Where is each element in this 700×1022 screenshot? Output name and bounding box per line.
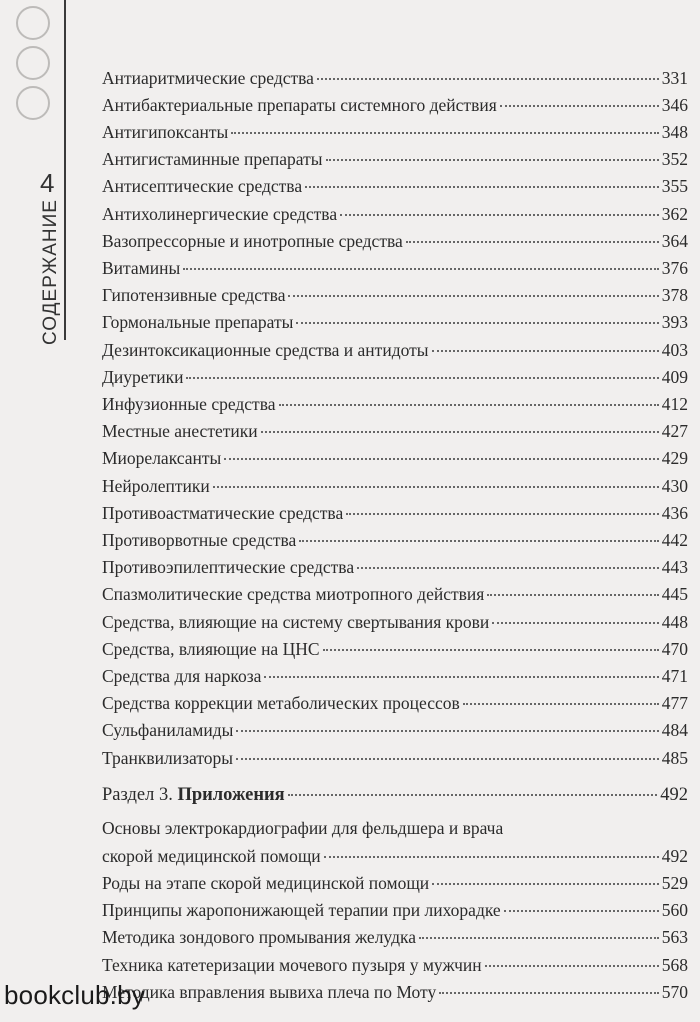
- section-heading[interactable]: [102, 779, 688, 808]
- toc-entry-title: Местные анестетики: [102, 421, 258, 442]
- toc-entry-title: Противоастматические средства: [102, 502, 344, 523]
- toc-entry-title: Средства, влияющие на систему свертывания крови: [102, 611, 490, 632]
- toc-entry-title: Антибактериальные препараты системного действия: [102, 94, 497, 115]
- toc-entry-title: Инфузионные средства: [102, 393, 276, 414]
- toc-entry-title: Гормональные препараты: [102, 312, 294, 333]
- toc-entry-page: 529: [661, 872, 688, 893]
- toc-entry-page: 429: [661, 448, 688, 469]
- toc-entry-title: Принципы жаропонижающей терапии при лихорадке: [102, 900, 501, 921]
- toc-entry-title: Методика вправления вывиха плеча по Моту: [102, 981, 437, 1002]
- toc-entry-page: 403: [661, 339, 688, 360]
- leader-dots: [183, 250, 659, 270]
- leader-dots: [299, 522, 658, 542]
- toc-entry-page: 477: [661, 693, 688, 714]
- toc-entry-title: Сульфаниламиды: [102, 720, 234, 741]
- toc-entry-title: Средства, влияющие на ЦНС: [102, 638, 320, 659]
- toc-entry-title: Диуретики: [102, 366, 184, 387]
- toc-entry-page: 409: [661, 366, 688, 387]
- leader-dots: [261, 414, 659, 434]
- toc-entry-page: 436: [661, 502, 688, 523]
- leader-dots: [236, 740, 659, 760]
- toc-entry-title: Витамины: [102, 257, 181, 278]
- toc-entry-page: 430: [661, 475, 688, 496]
- toc-entry-page: 427: [661, 421, 688, 442]
- toc-entry-title: Техника катетеризации мочевого пузыря у мужчин: [102, 954, 482, 975]
- toc-entry-title: Нейролептики: [102, 475, 210, 496]
- toc-entry-page: 471: [661, 665, 688, 686]
- toc-entry-page: 378: [661, 285, 688, 306]
- leader-dots: [264, 658, 658, 678]
- leader-dots: [492, 604, 658, 624]
- leader-dots: [305, 169, 659, 189]
- watermark: bookclub.by: [4, 980, 145, 1010]
- leader-dots: [326, 142, 659, 162]
- table-of-contents: [102, 64, 688, 1005]
- leader-dots: [432, 332, 659, 352]
- toc-entry-title: Методика зондового промывания желудка: [102, 927, 416, 948]
- leader-dots: [288, 775, 658, 796]
- leader-dots: [279, 386, 659, 406]
- toc-entry-page: 470: [661, 638, 688, 659]
- leader-dots: [186, 359, 658, 379]
- circle-ornament-icon: [16, 6, 50, 40]
- section-page: 492: [660, 784, 688, 805]
- toc-entry[interactable]: [102, 978, 688, 1005]
- toc-entry-page: 355: [661, 176, 688, 197]
- leader-dots: [296, 305, 658, 325]
- toc-entry-page: 492: [661, 845, 688, 866]
- toc-entry-page: 443: [661, 557, 688, 578]
- toc-entry-page: 560: [661, 900, 688, 921]
- leader-dots: [487, 577, 658, 597]
- leader-dots: [323, 631, 659, 651]
- toc-entry-title: Миорелаксанты: [102, 448, 222, 469]
- leader-dots: [231, 114, 658, 134]
- toc-entry-title: Роды на этапе скорой медицинской помощи: [102, 872, 430, 893]
- toc-entry-title: Антиаритмические средства: [102, 67, 314, 88]
- leader-dots: [224, 441, 658, 461]
- circle-ornament-icon: [16, 86, 50, 120]
- toc-entry-page: 442: [661, 529, 688, 550]
- section-title: [102, 783, 285, 809]
- leader-dots: [463, 686, 659, 706]
- toc-entry-multiline[interactable]: [102, 816, 688, 869]
- toc-entry-page: 570: [661, 981, 688, 1002]
- toc-entry-title: Средства для наркоза: [102, 665, 262, 686]
- leader-dots: [406, 223, 659, 243]
- section-name: Приложения: [177, 784, 285, 805]
- toc-entry-page: 331: [661, 67, 688, 88]
- toc-entry-title: Гипотензивные средства: [102, 285, 286, 306]
- toc-entry-title: Антигипоксанты: [102, 121, 229, 142]
- leader-dots: [432, 865, 659, 885]
- leader-dots: [346, 495, 659, 515]
- toc-entries: [102, 64, 688, 771]
- side-divider-line: [64, 0, 66, 340]
- leader-dots: [324, 838, 659, 858]
- section-prefix: Раздел 3.: [102, 784, 173, 805]
- leader-dots: [357, 550, 659, 570]
- toc-entry-title: Спазмолитические средства миотропного действия: [102, 584, 485, 605]
- toc-entry-title: Транквилизаторы: [102, 747, 234, 768]
- toc-entry-title: Противорвотные средства: [102, 529, 297, 550]
- leader-dots: [419, 920, 659, 940]
- toc-entry-page: 362: [661, 203, 688, 224]
- toc-entry-page: 484: [661, 720, 688, 741]
- leader-dots: [439, 974, 659, 994]
- decorative-circles: [16, 6, 56, 126]
- toc-entry-page: 348: [661, 121, 688, 142]
- leader-dots: [288, 278, 658, 298]
- toc-entry-page: 346: [661, 94, 688, 115]
- toc-entry-page: 568: [661, 954, 688, 975]
- toc-entry-page: 448: [661, 611, 688, 632]
- toc-entry-title: Антихолинергические средства: [102, 203, 338, 224]
- leader-dots: [504, 893, 659, 913]
- running-header: СОДЕРЖАНИЕ: [40, 199, 61, 345]
- toc-entry-page: 364: [661, 230, 688, 251]
- leader-dots: [317, 60, 659, 80]
- toc-entry[interactable]: [102, 744, 688, 771]
- toc-entry-title-line1: Основы электрокардиографии для фельдшера и врача: [102, 818, 504, 839]
- toc-entry-title: Противоэпилептические средства: [102, 557, 355, 578]
- toc-entry-page: 393: [661, 312, 688, 333]
- toc-entry-page: 485: [661, 747, 688, 768]
- toc-entry-title: Дезинтоксикационные средства и антидоты: [102, 339, 429, 360]
- toc-entry-title: Антисептические средства: [102, 176, 303, 197]
- toc-entry-title: Антигистаминные препараты: [102, 149, 323, 170]
- toc-entry-page: 445: [661, 584, 688, 605]
- toc-entry-page: 376: [661, 257, 688, 278]
- toc-entry-page: 412: [661, 393, 688, 414]
- circle-ornament-icon: [16, 46, 50, 80]
- appendix-entries: [102, 869, 688, 1005]
- leader-dots: [485, 947, 659, 967]
- page-number: 4: [40, 168, 55, 198]
- leader-dots: [500, 87, 659, 107]
- toc-entry-title: Средства коррекции метаболических процессов: [102, 693, 460, 714]
- toc-entry-title-line2: скорой медицинской помощи: [102, 845, 321, 866]
- leader-dots: [236, 713, 658, 733]
- leader-dots: [340, 196, 659, 216]
- leader-dots: [213, 468, 659, 488]
- toc-entry-page: 352: [661, 149, 688, 170]
- toc-entry-title: Вазопрессорные и инотропные средства: [102, 230, 403, 251]
- toc-entry-page: 563: [661, 927, 688, 948]
